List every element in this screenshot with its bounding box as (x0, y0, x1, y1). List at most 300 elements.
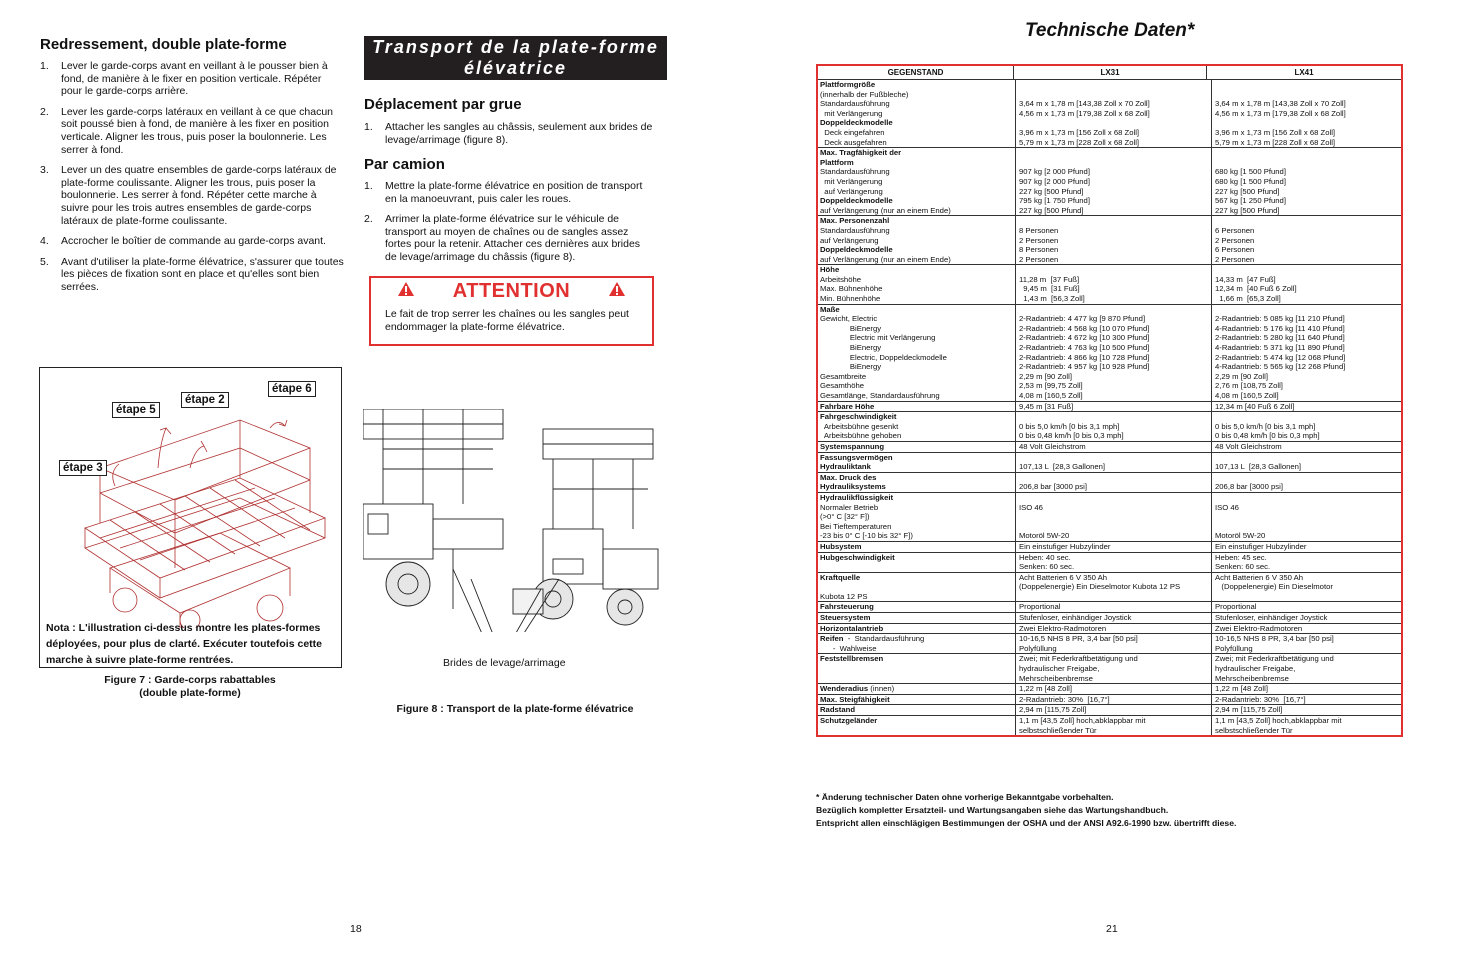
spec-cell-lx41 (1212, 573, 1401, 602)
spec-row (818, 80, 1401, 148)
spec-value-line (1019, 158, 1211, 168)
spec-cell-item (818, 265, 1016, 303)
spec-value-line: 0 bis 0,48 km/h [0 bis 0,3 mph] (1019, 431, 1124, 441)
spec-cell-line: -23 bis 0° C [-10 bis 32° F]) (820, 531, 913, 541)
spec-row (818, 684, 1401, 695)
spec-value-line: 48 Volt Gleichstrom (1215, 441, 1282, 451)
spec-value-line: 227 kg [500 Pfund] (1019, 186, 1084, 196)
warning-triangle-icon (608, 281, 626, 302)
spec-cell-lx31 (1016, 305, 1212, 401)
spec-cell-line: Radstand (820, 705, 856, 715)
spec-cell-item (818, 613, 1016, 623)
spec-value-line: 5,79 m x 1,73 m [228 Zoll x 68 Zoll] (1215, 137, 1336, 147)
spec-cell-item (818, 80, 1016, 147)
spec-cell-line: Wenderadius (820, 684, 869, 694)
spec-cell-item (818, 624, 1016, 634)
spec-value-line (1215, 158, 1401, 168)
spec-cell-line: Deck ausgefahren (820, 137, 887, 147)
spec-cell-lx41 (1212, 634, 1401, 653)
spec-cell-line: Kubota 12 PS (820, 591, 868, 601)
spec-value-line (1215, 592, 1401, 602)
spec-value-line: 907 kg [2 000 Pfund] (1019, 176, 1090, 186)
spec-cell-lx31 (1016, 573, 1212, 602)
spec-value-line: Polyfüllung (1215, 643, 1253, 653)
figure-7-caption-line2: (double plate-forme) (139, 686, 241, 699)
spec-row (818, 654, 1401, 684)
step-text: Lever un des quatre ensembles de garde-corps latéraux de plate-forme coulissante. Aligner les trous, puis poser la boulonnerie. Les serrer à fond. Répéter cette marche à suivre pour les trois autres ensembles de garde-corps latéraux de plate-forme coulissante. (61, 164, 337, 227)
spec-row (818, 553, 1401, 573)
spec-value-line: 2-Radantrieb: 4 568 kg [10 070 Pfund] (1019, 323, 1150, 333)
spec-cell-lx41 (1212, 493, 1401, 541)
spec-value-line: Acht Batterien 6 V 350 Ah (1019, 572, 1108, 582)
spec-value-line: 12,34 m [40 Fuß 6 Zoll] (1215, 284, 1297, 294)
spec-cell-line: Standardausführung (820, 167, 890, 177)
step-text: Avant d'utiliser la plate-forme élévatrice, s'assurer que toutes les pièces de fixation sont en place et qu'elles sont bien serrées. (61, 255, 344, 293)
step-number: 3. (40, 164, 49, 177)
callout-etape-2: étape 2 (181, 392, 229, 408)
spec-value-line: 6 Personen (1215, 245, 1255, 255)
spec-cell-line: Max. Personenzahl (820, 216, 890, 226)
step-item (364, 121, 654, 146)
spec-cell-lx31 (1016, 654, 1212, 683)
spec-row (818, 493, 1401, 542)
spec-value-line: Mehrscheibenbremse (1215, 673, 1289, 683)
spec-cell-item (818, 705, 1016, 715)
spec-cell-lx41 (1212, 216, 1401, 264)
spec-cell-line: Standardausführung (820, 225, 890, 235)
spec-value-line: 1,22 m [48 Zoll] (1215, 684, 1268, 694)
spec-value-line: 9,45 m [31 Fuß] (1019, 284, 1080, 294)
step-number: 1. (40, 60, 49, 72)
spec-value-line: 4-Radantrieb: 5 371 kg [11 890 Pfund] (1215, 343, 1345, 353)
spec-value-line: 1,1 m [43,5 Zoll] hoch,abklappbar mit (1019, 716, 1146, 725)
spec-cell-lx41 (1212, 412, 1401, 441)
spec-cell-line: Arbeitsbühne gehoben (820, 431, 902, 441)
spec-value-line (1019, 80, 1211, 90)
spec-cell-line: (>0° C [32° F]) (820, 512, 870, 522)
spec-value-line: Heben: 45 sec. (1215, 552, 1267, 562)
spec-cell-line: auf Verlängerung (nur an einem Ende) (820, 254, 951, 264)
spec-cell-item (818, 402, 1016, 412)
spec-cell-lx31 (1016, 493, 1212, 541)
spec-row (818, 705, 1401, 716)
spec-value-line: 107,13 L [28,3 Gallonen] (1215, 462, 1302, 472)
spec-value-line: 206,8 bar [3000 psi] (1215, 482, 1283, 492)
spec-cell-item (818, 573, 1016, 602)
spec-cell-item (818, 453, 1016, 472)
spec-cell-lx41 (1212, 705, 1401, 715)
spec-value-line: 8 Personen (1019, 225, 1059, 235)
page-number-left: 18 (350, 923, 362, 935)
spec-cell-lx31 (1016, 684, 1212, 694)
spec-value-line (1019, 473, 1211, 483)
spec-cell-line: Arbeitshöhe (820, 274, 862, 284)
spec-cell-line: Feststellbremsen (820, 654, 884, 664)
spec-value-line: Polyfüllung (1019, 643, 1057, 653)
spec-value-line: (Doppelenergie) Ein Dieselmotor Kubota 12 PS (1019, 582, 1181, 592)
spec-row (818, 573, 1401, 603)
spec-cell-line: Max. Steigfähigkeit (820, 694, 890, 704)
page-number-right: 21 (1106, 923, 1118, 935)
spec-value-line: 2 Personen (1215, 254, 1255, 264)
spec-value-line: 4,08 m [160,5 Zoll] (1019, 391, 1083, 400)
spec-value-line: Acht Batterien 6 V 350 Ah (1215, 572, 1304, 582)
spec-cell-lx41 (1212, 654, 1401, 683)
spec-row (818, 216, 1401, 265)
spec-row (818, 148, 1401, 216)
spec-value-line: 3,64 m x 1,78 m [143,38 Zoll x 70 Zoll] (1019, 99, 1150, 109)
heading-deplacement-grue: Déplacement par grue (364, 96, 522, 113)
spec-value-line: 12,34 m [40 Fuß 6 Zoll] (1215, 401, 1295, 411)
spec-cell-lx31 (1016, 412, 1212, 441)
spec-value-line: 3,96 m x 1,73 m [156 Zoll x 68 Zoll] (1215, 127, 1336, 137)
spec-value-line (1215, 216, 1401, 226)
spec-cell-lx41 (1212, 148, 1401, 215)
spec-cell-line: Gewicht, Electric (820, 314, 878, 324)
spec-value-line: 48 Volt Gleichstrom (1019, 441, 1086, 451)
step-item (40, 235, 345, 248)
step-item (40, 256, 345, 294)
spec-value-line: Heben: 40 sec. (1019, 552, 1071, 562)
spec-value-line (1215, 493, 1401, 503)
spec-value-line: 2-Radantrieb: 4 672 kg [10 300 Pfund] (1019, 333, 1150, 343)
spec-cell-line: BiEnergy (820, 323, 882, 333)
spec-cell-line: Hydraulikflüssigkeit (820, 492, 894, 502)
spec-cell-item (818, 634, 1016, 653)
transport-banner: Transport de la plate-forme élévatrice (364, 36, 667, 80)
spec-cell-line: Reifen (820, 634, 844, 644)
spec-cell-lx41 (1212, 613, 1401, 623)
spec-value-line (1215, 118, 1401, 128)
spec-value-line: 4,08 m [160,5 Zoll] (1215, 391, 1279, 400)
spec-value-line (1215, 453, 1401, 463)
header-lx31: LX31 (1014, 66, 1207, 79)
spec-value-line (1019, 305, 1211, 315)
spec-value-line (1019, 265, 1211, 275)
spec-row (818, 305, 1401, 402)
spec-cell-item (818, 553, 1016, 572)
spec-cell-lx41 (1212, 402, 1401, 412)
spec-value-line (1215, 412, 1401, 422)
spec-value-line: 3,64 m x 1,78 m [143,38 Zoll x 70 Zoll] (1215, 99, 1346, 109)
spec-value-line: 14,33 m [47 Fuß] (1215, 274, 1276, 284)
spec-value-line: 795 kg [1 750 Pfund] (1019, 196, 1090, 206)
spec-value-line (1019, 148, 1211, 158)
spec-cell-lx41 (1212, 542, 1401, 552)
attention-label: ATTENTION (452, 280, 571, 302)
spec-cell-lx41 (1212, 80, 1401, 147)
spec-value-line (1215, 522, 1401, 532)
spec-value-line: 2-Radantrieb: 4 957 kg [10 928 Pfund] (1019, 362, 1150, 372)
spec-value-line: Proportional (1019, 602, 1061, 612)
step-text: Lever les garde-corps latéraux en veillant à ce que chacun soit poussé bien à fond, de manière à les fixer en position verticale. Aligner les trous, puis poser la boulonnerie. Les serrer à fond. (61, 105, 333, 156)
spec-cell-line: Standardausführung (820, 99, 890, 109)
spec-value-line: 2,53 m [99,75 Zoll] (1019, 381, 1083, 391)
spec-value-line: 680 kg [1 500 Pfund] (1215, 176, 1286, 186)
spec-value-line: 4-Radantrieb: 5 565 kg [12 268 Pfund] (1215, 362, 1346, 372)
spec-cell-line: BiEnergy (820, 343, 882, 353)
spec-cell-line: Kraftquelle (820, 572, 861, 582)
spec-cell-item (818, 493, 1016, 541)
spec-row (818, 442, 1401, 453)
spec-value-line: Senken: 60 sec. (1215, 562, 1271, 572)
spec-cell-line: Arbeitsbühne gesenkt (820, 421, 899, 431)
spec-cell-item (818, 602, 1016, 612)
spec-cell-lx31 (1016, 613, 1212, 623)
spec-value-line (1019, 118, 1211, 128)
spec-value-line: 2 Personen (1019, 254, 1059, 264)
spec-value-line: 2,94 m [115,75 Zoll] (1019, 705, 1087, 715)
steps-list-redressement (40, 60, 345, 302)
step-number: 5. (40, 255, 49, 268)
attention-box (369, 276, 654, 346)
spec-value-line: 10-16,5 NHS 8 PR, 3,4 bar [50 psi] (1019, 634, 1138, 644)
spec-cell-item (818, 305, 1016, 401)
spec-cell-line: Höhe (820, 265, 840, 275)
step-item (364, 180, 654, 205)
spec-cell-lx41 (1212, 442, 1401, 452)
spec-cell-lx31 (1016, 716, 1212, 735)
figure-7-caption (90, 674, 290, 699)
spec-cell-item (818, 412, 1016, 441)
spec-cell-lx31 (1016, 705, 1212, 715)
spec-row (818, 265, 1401, 304)
transport-illustration-fig8 (363, 409, 665, 632)
spec-cell-item (818, 473, 1016, 492)
spec-value-line: 6 Personen (1215, 225, 1255, 235)
spec-value-line: selbstschließender Tür (1215, 725, 1293, 735)
spec-cell-item (818, 542, 1016, 552)
spec-value-line: 11,28 m [37 Fuß] (1019, 274, 1080, 284)
spec-cell-lx31 (1016, 473, 1212, 492)
step-item (364, 213, 654, 263)
spec-cell-line: Min. Bühnenhöhe (820, 294, 881, 304)
spec-value-line (1215, 305, 1401, 315)
spec-cell-item (818, 654, 1016, 683)
spec-cell-line: Deck eingefahren (820, 127, 885, 137)
spec-row (818, 624, 1401, 635)
spec-cell-line: Bei Tieftemperaturen (820, 521, 892, 531)
spec-cell-line: Max. Druck des (820, 472, 877, 482)
spec-value-line: 2-Radantrieb: 5 474 kg [12 068 Pfund] (1215, 352, 1346, 362)
spec-value-line: 2,29 m [90 Zoll] (1019, 371, 1072, 381)
spec-value-line: 0 bis 0,48 km/h [0 bis 0,3 mph] (1215, 431, 1320, 441)
spec-cell-line: Fahrsteuerung (820, 602, 874, 612)
spec-value-line: 227 kg [500 Pfund] (1019, 205, 1084, 215)
step-text: Accrocher le boîtier de commande au garde-corps avant. (61, 235, 326, 248)
spec-value-line: 2,76 m [108,75 Zoll] (1215, 381, 1283, 391)
spec-value-line: 2-Radantrieb: 4 763 kg [10 500 Pfund] (1019, 343, 1150, 353)
spec-value-line: Ein einstufiger Hubzylinder (1019, 541, 1111, 551)
spec-cell-lx41 (1212, 453, 1401, 472)
spec-value-line: Mehrscheibenbremse (1019, 673, 1093, 683)
spec-value-line: 2 Personen (1019, 235, 1059, 245)
spec-value-line: Proportional (1215, 602, 1257, 612)
spec-cell-line: mit Verlängerung (820, 108, 883, 118)
footnote-line: * Änderung technischer Daten ohne vorherige Bekanntgabe vorbehalten. (816, 792, 1114, 802)
spec-value-line: 1,43 m [56,3 Zoll] (1019, 294, 1085, 304)
spec-value-line: Stufenloser, einhändiger Joystick (1215, 613, 1328, 623)
callout-etape-6: étape 6 (268, 381, 316, 397)
spec-cell-item (818, 716, 1016, 735)
spec-value-line: 2,29 m [90 Zoll] (1215, 371, 1268, 381)
spec-value-line (1215, 512, 1401, 522)
spec-table (816, 64, 1403, 737)
spec-cell-lx31 (1016, 602, 1212, 612)
spec-cell-lx41 (1212, 305, 1401, 401)
spec-value-line (1019, 512, 1211, 522)
spec-cell-lx31 (1016, 148, 1212, 215)
spec-row (818, 613, 1401, 624)
spec-value-line: Zwei; mit Federkraftbetätigung und (1019, 654, 1138, 664)
step-item (40, 106, 345, 156)
spec-cell-line: Doppeldeckmodelle (820, 118, 893, 128)
heading-redressement: Redressement, double plate-forme (40, 36, 287, 53)
spec-cell-line: Systemspannung (820, 441, 885, 451)
spec-value-line: 2,94 m [115,75 Zoll] (1215, 705, 1283, 715)
step-number: 1. (364, 121, 373, 133)
spec-value-line: 1,22 m [48 Zoll] (1019, 684, 1072, 694)
spec-value-line: Motoröl 5W-20 (1215, 531, 1266, 541)
spec-cell-lx41 (1212, 473, 1401, 492)
spec-cell-line: Hubsystem (820, 541, 862, 551)
spec-value-line: Zwei Elektro-Radmotoren (1215, 623, 1303, 633)
heading-par-camion: Par camion (364, 156, 445, 173)
spec-cell-inline: - Standardausführung (843, 634, 925, 644)
step-text: Arrimer la plate-forme élévatrice sur le véhicule de transport au moyen de chaînes ou de sangles assez fortes pour la retenir. Attacher ces dernières aux brides de levage/arrimage du châssis (figure 8). (385, 213, 641, 263)
spec-cell-line (820, 664, 1015, 674)
step-item (40, 164, 345, 227)
spec-value-line: Zwei; mit Federkraftbetätigung und (1215, 654, 1334, 664)
spec-cell-lx31 (1016, 442, 1212, 452)
spec-value-line: ISO 46 (1019, 502, 1043, 512)
spec-cell-line: auf Verlängerung (820, 235, 879, 245)
spec-row (818, 716, 1401, 735)
spec-value-line: 2-Radantrieb: 30% [16,7°] (1019, 694, 1110, 704)
footnote-line: Bezüglich kompletter Ersatzteil- und Wartungsangaben siehe das Wartungshandbuch. (816, 805, 1169, 815)
spec-cell-line: Schutzgeländer (820, 716, 878, 725)
spec-value-line (1215, 148, 1401, 158)
step-item (40, 60, 345, 98)
spec-cell-inline: (innen) (868, 684, 895, 694)
spec-value-line: ISO 46 (1215, 502, 1239, 512)
spec-value-line (1215, 90, 1401, 100)
spec-cell-line: Steuersystem (820, 613, 871, 623)
warning-triangle-icon (397, 281, 415, 302)
spec-cell-line: Doppeldeckmodelle (820, 196, 893, 206)
spec-row (818, 402, 1401, 413)
spec-cell-item (818, 695, 1016, 705)
spec-cell-line: Hydrauliksystems (820, 482, 886, 492)
spec-value-line: 2-Radantrieb: 30% [16,7°] (1215, 694, 1306, 704)
spec-cell-line: Plattform (820, 157, 854, 167)
spec-row (818, 473, 1401, 493)
spec-cell-line: Max. Tragfähigkeit der (820, 148, 902, 158)
spec-value-line: Stufenloser, einhändiger Joystick (1019, 613, 1132, 623)
spec-value-line (1019, 453, 1211, 463)
attention-text: Le fait de trop serrer les chaînes ou les sangles peut endommager la plate-forme élévatrice. (385, 308, 629, 333)
spec-cell-line: Fassungsvermögen (820, 452, 893, 462)
spec-value-line: Motoröl 5W-20 (1019, 531, 1070, 541)
spec-cell-line (820, 674, 1015, 684)
spec-value-line (1215, 80, 1401, 90)
spec-value-line: 3,96 m x 1,73 m [156 Zoll x 68 Zoll] (1019, 127, 1140, 137)
footnote-line: Entspricht allen einschlägigen Bestimmungen der OSHA und der ANSI A92.6-1990 bzw. übertrifft diese. (816, 818, 1237, 828)
spec-value-line: 4-Radantrieb: 5 176 kg [11 410 Pfund] (1215, 323, 1345, 333)
figure-8-caption: Figure 8 : Transport de la plate-forme élévatrice (396, 703, 634, 715)
spec-value-line: 9,45 m [31 Fuß] (1019, 401, 1074, 411)
spec-cell-lx31 (1016, 265, 1212, 303)
header-gegenstand: GEGENSTAND (818, 66, 1014, 79)
spec-value-line (1215, 265, 1401, 275)
spec-value-line: Senken: 60 sec. (1019, 562, 1075, 572)
spec-cell-lx31 (1016, 695, 1212, 705)
spec-cell-line: Gesamthöhe (820, 381, 865, 391)
spec-cell-line: Plattformgröße (820, 80, 876, 89)
spec-cell-lx31 (1016, 216, 1212, 264)
spec-value-line (1019, 592, 1211, 602)
callout-etape-3: étape 3 (59, 460, 107, 476)
spec-value-line: 680 kg [1 500 Pfund] (1215, 167, 1286, 177)
spec-cell-line: Fahrgeschwindigkeit (820, 412, 897, 422)
header-lx41: LX41 (1294, 68, 1314, 77)
spec-cell-lx31 (1016, 80, 1212, 147)
spec-value-line: 0 bis 5,0 km/h [0 bis 3,1 mph] (1215, 421, 1316, 431)
step-text: Lever le garde-corps avant en veillant à le pousser bien à fond, de manière à le fixer en position verticale. Répéter pour le garde-corps arrière. (61, 60, 328, 98)
spec-value-line: Ein einstufiger Hubzylinder (1215, 541, 1307, 551)
step-number: 2. (40, 105, 49, 118)
spec-cell-lx31 (1016, 453, 1212, 472)
figure-7-note: Nota : L'illustration ci-dessus montre les plates-formes déployées, pour plus de clarté. Exécuter toutefois cette marche à suivre plate-forme rentrées. (46, 622, 322, 666)
spec-value-line: Zwei Elektro-Radmotoren (1019, 623, 1107, 633)
spec-row (818, 634, 1401, 654)
spec-cell-line: auf Verlängerung (820, 186, 883, 196)
spec-cell-lx31 (1016, 553, 1212, 572)
spec-cell-lx31 (1016, 542, 1212, 552)
spec-value-line: 4,56 m x 1,73 m [179,38 Zoll x 68 Zoll] (1019, 108, 1150, 118)
spec-cell-line: Hubgeschwindigkeit (820, 552, 895, 562)
spec-cell-line (820, 582, 1015, 592)
spec-row (818, 695, 1401, 706)
spec-value-line: (Doppelenergie) Ein Dieselmotor (1215, 582, 1333, 592)
spec-cell-line: auf Verlängerung (nur an einem Ende) (820, 205, 951, 215)
spec-cell-lx31 (1016, 402, 1212, 412)
step-number: 1. (364, 180, 373, 192)
spec-cell-lx41 (1212, 624, 1401, 634)
spec-value-line (1019, 493, 1211, 503)
spec-value-line: 2-Radantrieb: 5 085 kg [11 210 Pfund] (1215, 314, 1345, 324)
spec-row (818, 602, 1401, 613)
spec-value-line (1215, 473, 1401, 483)
spec-cell-lx31 (1016, 634, 1212, 653)
spec-value-line (1019, 216, 1211, 226)
spec-cell-line: - Wahlweise (820, 643, 877, 653)
spec-value-line: 2-Radantrieb: 5 280 kg [11 640 Pfund] (1215, 333, 1345, 343)
step-text: Mettre la plate-forme élévatrice en position de transport en la manoeuvrant, puis caler les roues. (385, 180, 643, 205)
spec-row (818, 542, 1401, 553)
spec-value-line: 4,56 m x 1,73 m [179,38 Zoll x 68 Zoll] (1215, 108, 1346, 118)
steps-list-camion (364, 180, 654, 272)
spec-value-line: 0 bis 5,0 km/h [0 bis 3,1 mph] (1019, 421, 1120, 431)
spec-value-line: 227 kg [500 Pfund] (1215, 186, 1280, 196)
spec-cell-line: Gesamtlänge, Standardausführung (820, 391, 940, 400)
spec-cell-line: Doppeldeckmodelle (820, 245, 893, 255)
spec-value-line: 567 kg [1 250 Pfund] (1215, 196, 1286, 206)
spec-cell-line: (innerhalb der Fußbleche) (820, 89, 909, 99)
spec-row (818, 453, 1401, 473)
callout-etape-5: étape 5 (112, 402, 160, 418)
spec-cell-line: Electric mit Verlängerung (820, 333, 936, 343)
